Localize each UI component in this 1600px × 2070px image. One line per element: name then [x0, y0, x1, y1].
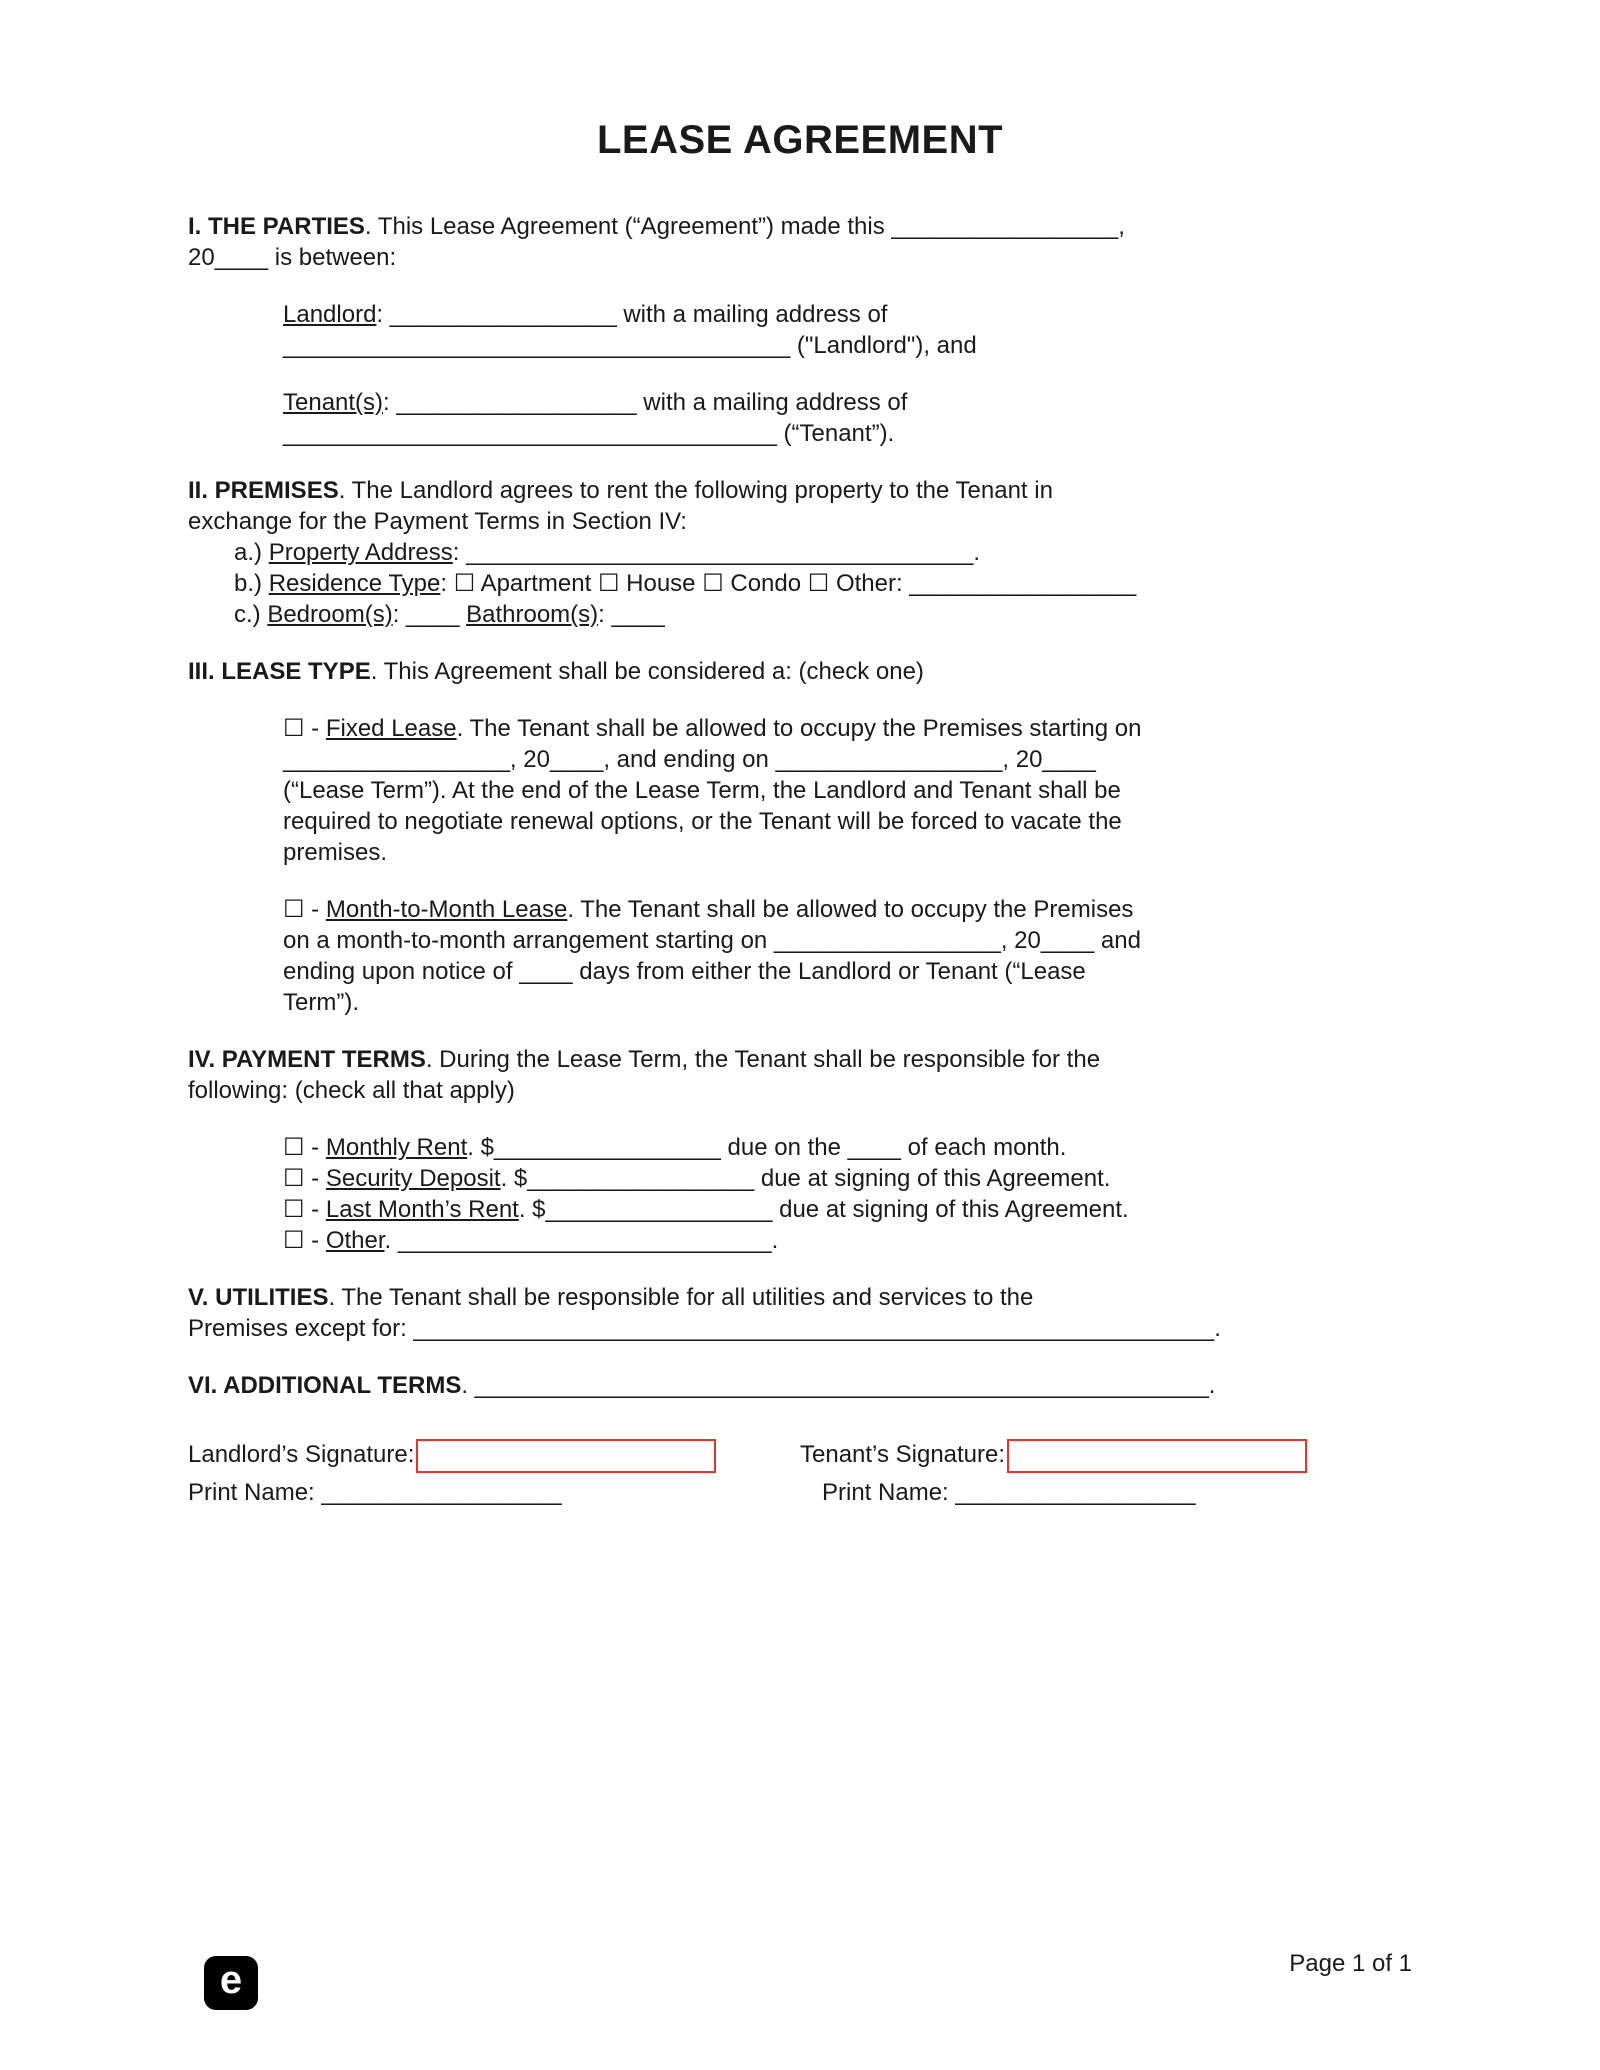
payment-items — [283, 1132, 1412, 1256]
payment-other-item — [283, 1225, 1412, 1256]
m2m-dash: - — [304, 896, 326, 923]
item-b-prefix: b.) — [234, 570, 269, 597]
tenant-address-blank: _____________________________________ (“Tenant”). — [283, 420, 895, 447]
fixed-lease-text3: (“Lease Term”). At the end of the Lease Term, the Landlord and Tenant shall be — [283, 777, 1121, 804]
premises-item-c — [234, 599, 1412, 630]
security-deposit-item — [283, 1163, 1412, 1194]
premises-intro-line2: exchange for the Payment Terms in Section IV: — [188, 508, 687, 535]
bedrooms-label: Bedroom(s) — [267, 601, 393, 628]
checkbox-security-deposit[interactable]: ☐ — [283, 1165, 305, 1192]
security-deposit-blank: . $_________________ due at signing of this Agreement. — [500, 1165, 1111, 1192]
landlord-signature-cell — [188, 1435, 800, 1475]
fixed-lease-label: Fixed Lease — [325, 715, 457, 742]
monthly-rent-dash: - — [304, 1134, 326, 1161]
tenant-signature-label: Tenant’s Signature: — [800, 1441, 1006, 1468]
payment-other-blank: . ____________________________. — [384, 1227, 779, 1254]
parties-intro-text: . This Lease Agreement (“Agreement”) made this _________________, — [364, 213, 1125, 240]
monthly-rent-blank: . $_________________ due on the ____ of each month. — [467, 1134, 1067, 1161]
residence-type-label: Residence Type — [268, 570, 441, 597]
m2m-notice-blank: ending upon notice of ____ days from either the Landlord or Tenant (“Lease — [283, 958, 1086, 985]
checkbox-fixed-lease[interactable]: ☐ — [283, 715, 305, 742]
checkbox-residence-other[interactable]: ☐ — [807, 570, 830, 597]
additional-terms-blank: . _______________________________________________________. — [461, 1372, 1216, 1399]
additional-terms-line — [188, 1370, 1412, 1401]
landlord-line1 — [283, 299, 1412, 330]
lease-type-intro — [188, 656, 1412, 687]
premises-intro-text: . The Landlord agrees to rent the following property to the Tenant in — [338, 477, 1053, 504]
signature-section — [188, 1435, 1412, 1508]
m2m-text4: Term”). — [283, 989, 359, 1016]
premises-item-a — [234, 537, 1412, 568]
security-deposit-label: Security Deposit — [325, 1165, 501, 1192]
last-month-rent-item — [283, 1194, 1412, 1225]
payment-intro-line1 — [188, 1044, 1412, 1075]
payment-other-label: Other — [325, 1227, 385, 1254]
checkbox-payment-other[interactable]: ☐ — [283, 1227, 305, 1254]
section-lease-type — [188, 656, 1412, 687]
month-to-month-label: Month-to-Month Lease — [325, 896, 568, 923]
m2m-line1 — [283, 894, 1412, 925]
monthly-rent-label: Monthly Rent — [325, 1134, 468, 1161]
utilities-exceptions-blank: Premises except for: ____________________________________________________________. — [188, 1315, 1221, 1342]
landlord-label: Landlord — [283, 301, 377, 328]
month-to-month-block — [283, 894, 1412, 1018]
section-premises-heading: II. PREMISES — [188, 477, 339, 504]
payment-intro-text: . During the Lease Term, the Tenant shall be responsible for the — [425, 1046, 1101, 1073]
section-utilities — [188, 1282, 1412, 1344]
parties-intro-line1 — [188, 211, 1412, 242]
monthly-rent-item — [283, 1132, 1412, 1163]
m2m-text1: . The Tenant shall be allowed to occupy the Premises — [567, 896, 1134, 923]
fixed-lease-dates-blank: _________________, 20____, and ending on _________________, 20____ — [283, 746, 1096, 773]
tenant-block — [283, 387, 1412, 449]
utilities-text: . The Tenant shall be responsible for all utilities and services to the — [328, 1284, 1034, 1311]
fixed-lease-line1 — [283, 713, 1412, 744]
parties-intro-line2: 20____ is between: — [188, 244, 397, 271]
section-additional-heading: VI. ADDITIONAL TERMS — [188, 1372, 462, 1399]
fixed-lease-text5: premises. — [283, 839, 388, 866]
tenant-line1 — [283, 387, 1412, 418]
bathrooms-blank: : ____ — [598, 601, 665, 628]
fixed-lease-text4: required to negotiate renewal options, or the Tenant will be forced to vacate the — [283, 808, 1122, 835]
option-other-label-blank: Other: _________________ — [829, 570, 1137, 597]
tenant-signature-field[interactable] — [1007, 1439, 1307, 1473]
premises-item-b — [234, 568, 1412, 599]
checkbox-month-to-month[interactable]: ☐ — [283, 896, 305, 923]
utilities-line1 — [188, 1282, 1412, 1313]
item-a-prefix: a.) — [234, 539, 269, 566]
tenant-label: Tenant(s) — [283, 389, 384, 416]
landlord-signature-field[interactable] — [416, 1439, 716, 1473]
item-b-colon: : — [440, 570, 454, 597]
landlord-name-blank: : _________________ with a mailing address of — [376, 301, 888, 328]
eforms-logo-letter: e — [219, 1958, 243, 2002]
fixed-lease-dash: - — [304, 715, 326, 742]
bathrooms-label: Bathroom(s) — [466, 601, 599, 628]
option-house-label: House — [619, 570, 703, 597]
checkbox-apartment[interactable]: ☐ — [453, 570, 476, 597]
landlord-signature-label: Landlord’s Signature: — [188, 1441, 415, 1468]
tenant-name-blank: : __________________ with a mailing address of — [383, 389, 908, 416]
section-parties — [188, 211, 1412, 273]
landlord-address-blank: ______________________________________ ("Landlord"), and — [283, 332, 977, 359]
property-address-blank: : ______________________________________. — [452, 539, 980, 566]
tenant-signature-cell — [800, 1435, 1412, 1475]
landlord-block — [283, 299, 1412, 361]
property-address-label: Property Address — [268, 539, 453, 566]
payment-intro-line2: following: (check all that apply) — [188, 1077, 515, 1104]
document-title: LEASE AGREEMENT — [596, 118, 1004, 162]
fixed-lease-block — [283, 713, 1412, 868]
last-month-rent-dash: - — [304, 1196, 326, 1223]
tenant-print-name-blank: Print Name: __________________ — [822, 1479, 1196, 1506]
lease-type-intro-text: . This Agreement shall be considered a: (check one) — [370, 658, 924, 685]
eforms-logo — [204, 1956, 258, 2010]
last-month-rent-label: Last Month’s Rent — [325, 1196, 519, 1223]
checkbox-condo[interactable]: ☐ — [702, 570, 724, 597]
last-month-rent-blank: . $_________________ due at signing of this Agreement. — [518, 1196, 1129, 1223]
security-deposit-dash: - — [304, 1165, 326, 1192]
checkbox-last-month-rent[interactable]: ☐ — [283, 1196, 305, 1223]
checkbox-house[interactable]: ☐ — [597, 570, 620, 597]
payment-other-dash: - — [304, 1227, 326, 1254]
section-premises — [188, 475, 1412, 630]
item-c-prefix: c.) — [234, 601, 268, 628]
section-utilities-heading: V. UTILITIES — [188, 1284, 329, 1311]
option-condo-label: Condo — [723, 570, 808, 597]
section-additional-terms — [188, 1370, 1412, 1401]
fixed-lease-text1: . The Tenant shall be allowed to occupy the Premises starting on — [456, 715, 1142, 742]
bedrooms-blank: : ____ — [392, 601, 467, 628]
option-apartment-label: Apartment — [475, 570, 598, 597]
landlord-print-name-blank: Print Name: __________________ — [188, 1479, 562, 1506]
section-parties-heading: I. THE PARTIES — [188, 213, 365, 240]
page-number: Page 1 of 1 — [1289, 1950, 1412, 1977]
signature-row — [188, 1435, 1412, 1475]
section-payment-heading: IV. PAYMENT TERMS — [188, 1046, 426, 1073]
premises-intro-line1 — [188, 475, 1412, 506]
m2m-start-blank: on a month-to-month arrangement starting on _________________, 20____ and — [283, 927, 1141, 954]
checkbox-monthly-rent[interactable]: ☐ — [283, 1134, 305, 1161]
section-payment — [188, 1044, 1412, 1106]
section-lease-type-heading: III. LEASE TYPE — [188, 658, 371, 685]
print-name-row — [188, 1477, 1412, 1508]
